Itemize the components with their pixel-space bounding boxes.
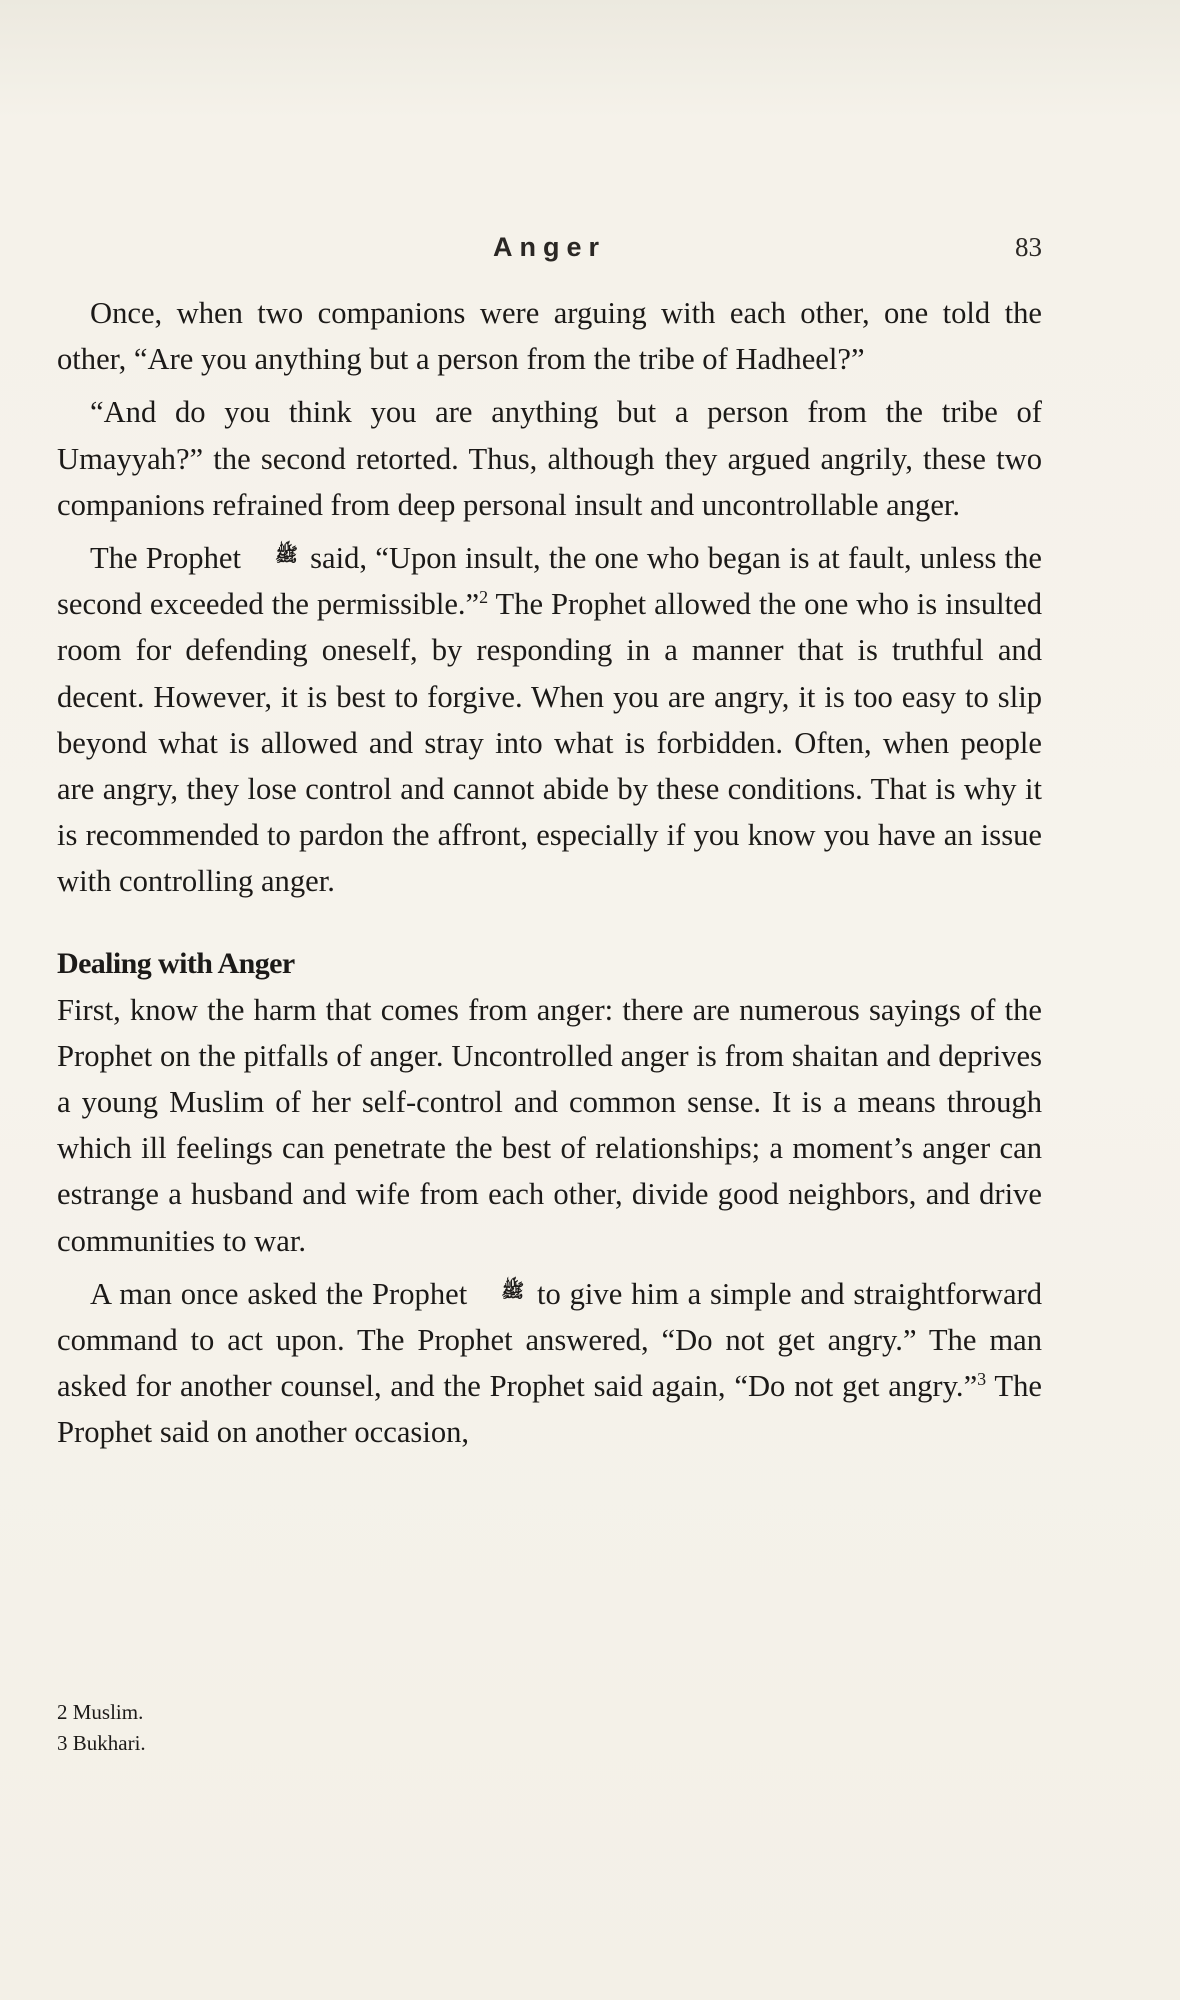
text-run: A man once asked the Prophet bbox=[90, 1276, 468, 1311]
text-run: Once, when two companions were arguing with each other, one told the other, “Are you anything but a person from the tribe of Hadheel?” bbox=[57, 296, 1042, 377]
text-run: said, “Upon insult, the one who began is at fault, unless the second exceeded the permissible.” bbox=[57, 541, 1042, 622]
section-heading: Dealing with Anger bbox=[57, 946, 295, 980]
honorific-glyph: ﷺ bbox=[274, 545, 298, 567]
paragraph bbox=[57, 987, 1042, 1264]
footnote: 2 Muslim. bbox=[57, 1700, 144, 1724]
text-run: to give him a simple and straightforward command to act upon. The Prophet answered, “Do not get angry.” The man asked for another counsel, and the Prophet said again, “Do not get angry.” bbox=[57, 1276, 1043, 1404]
body-text bbox=[57, 290, 1042, 1456]
running-head: Anger bbox=[492, 232, 606, 262]
paragraph bbox=[57, 389, 1042, 528]
page-header bbox=[57, 232, 1042, 268]
honorific-glyph: ﷺ bbox=[501, 1280, 525, 1302]
text-run: The Prophet said on another occasion, bbox=[57, 1369, 1042, 1450]
text-run: First, know the harm that comes from anger: there are numerous sayings of the Prophet on the pitfalls of anger. Uncontrolled anger is from shaitan and deprives a young Muslim of her self-control and common sense. It is a means through which ill feelings can penetrate the best of relationships; a moment’s anger can estrange a husband and wife from each other, divide good neighbors, and drive communities to war. bbox=[57, 992, 1042, 1258]
paragraph bbox=[57, 1271, 1042, 1456]
paragraph bbox=[57, 535, 1042, 905]
paragraph bbox=[57, 290, 1042, 382]
page-number: 83 bbox=[1015, 232, 1042, 262]
footnotes bbox=[57, 1697, 557, 1759]
text-run: The Prophet bbox=[90, 541, 241, 576]
text-run: “And do you think you are anything but a person from the tribe of Umayyah?” the second retorted. Thus, although they argued angrily, these two companions refrained from deep personal insult and uncontrollable anger. bbox=[57, 395, 1042, 522]
footnote: 3 Bukhari. bbox=[57, 1731, 146, 1755]
footnote-marker: 3 bbox=[977, 1369, 987, 1390]
footnote-marker: 2 bbox=[479, 587, 489, 608]
text-run: The Prophet allowed the one who is insulted room for defending oneself, by responding in a manner that is truthful and decent. However, it is best to forgive. When you are angry, it is too easy to slip beyond what is allowed and stray into what is forbidden. Often, when people are angry, they lose control and cannot abide by these conditions. That is why it is recommended to pardon the affront, especially if you know you have an issue with controlling anger. bbox=[57, 587, 1042, 899]
